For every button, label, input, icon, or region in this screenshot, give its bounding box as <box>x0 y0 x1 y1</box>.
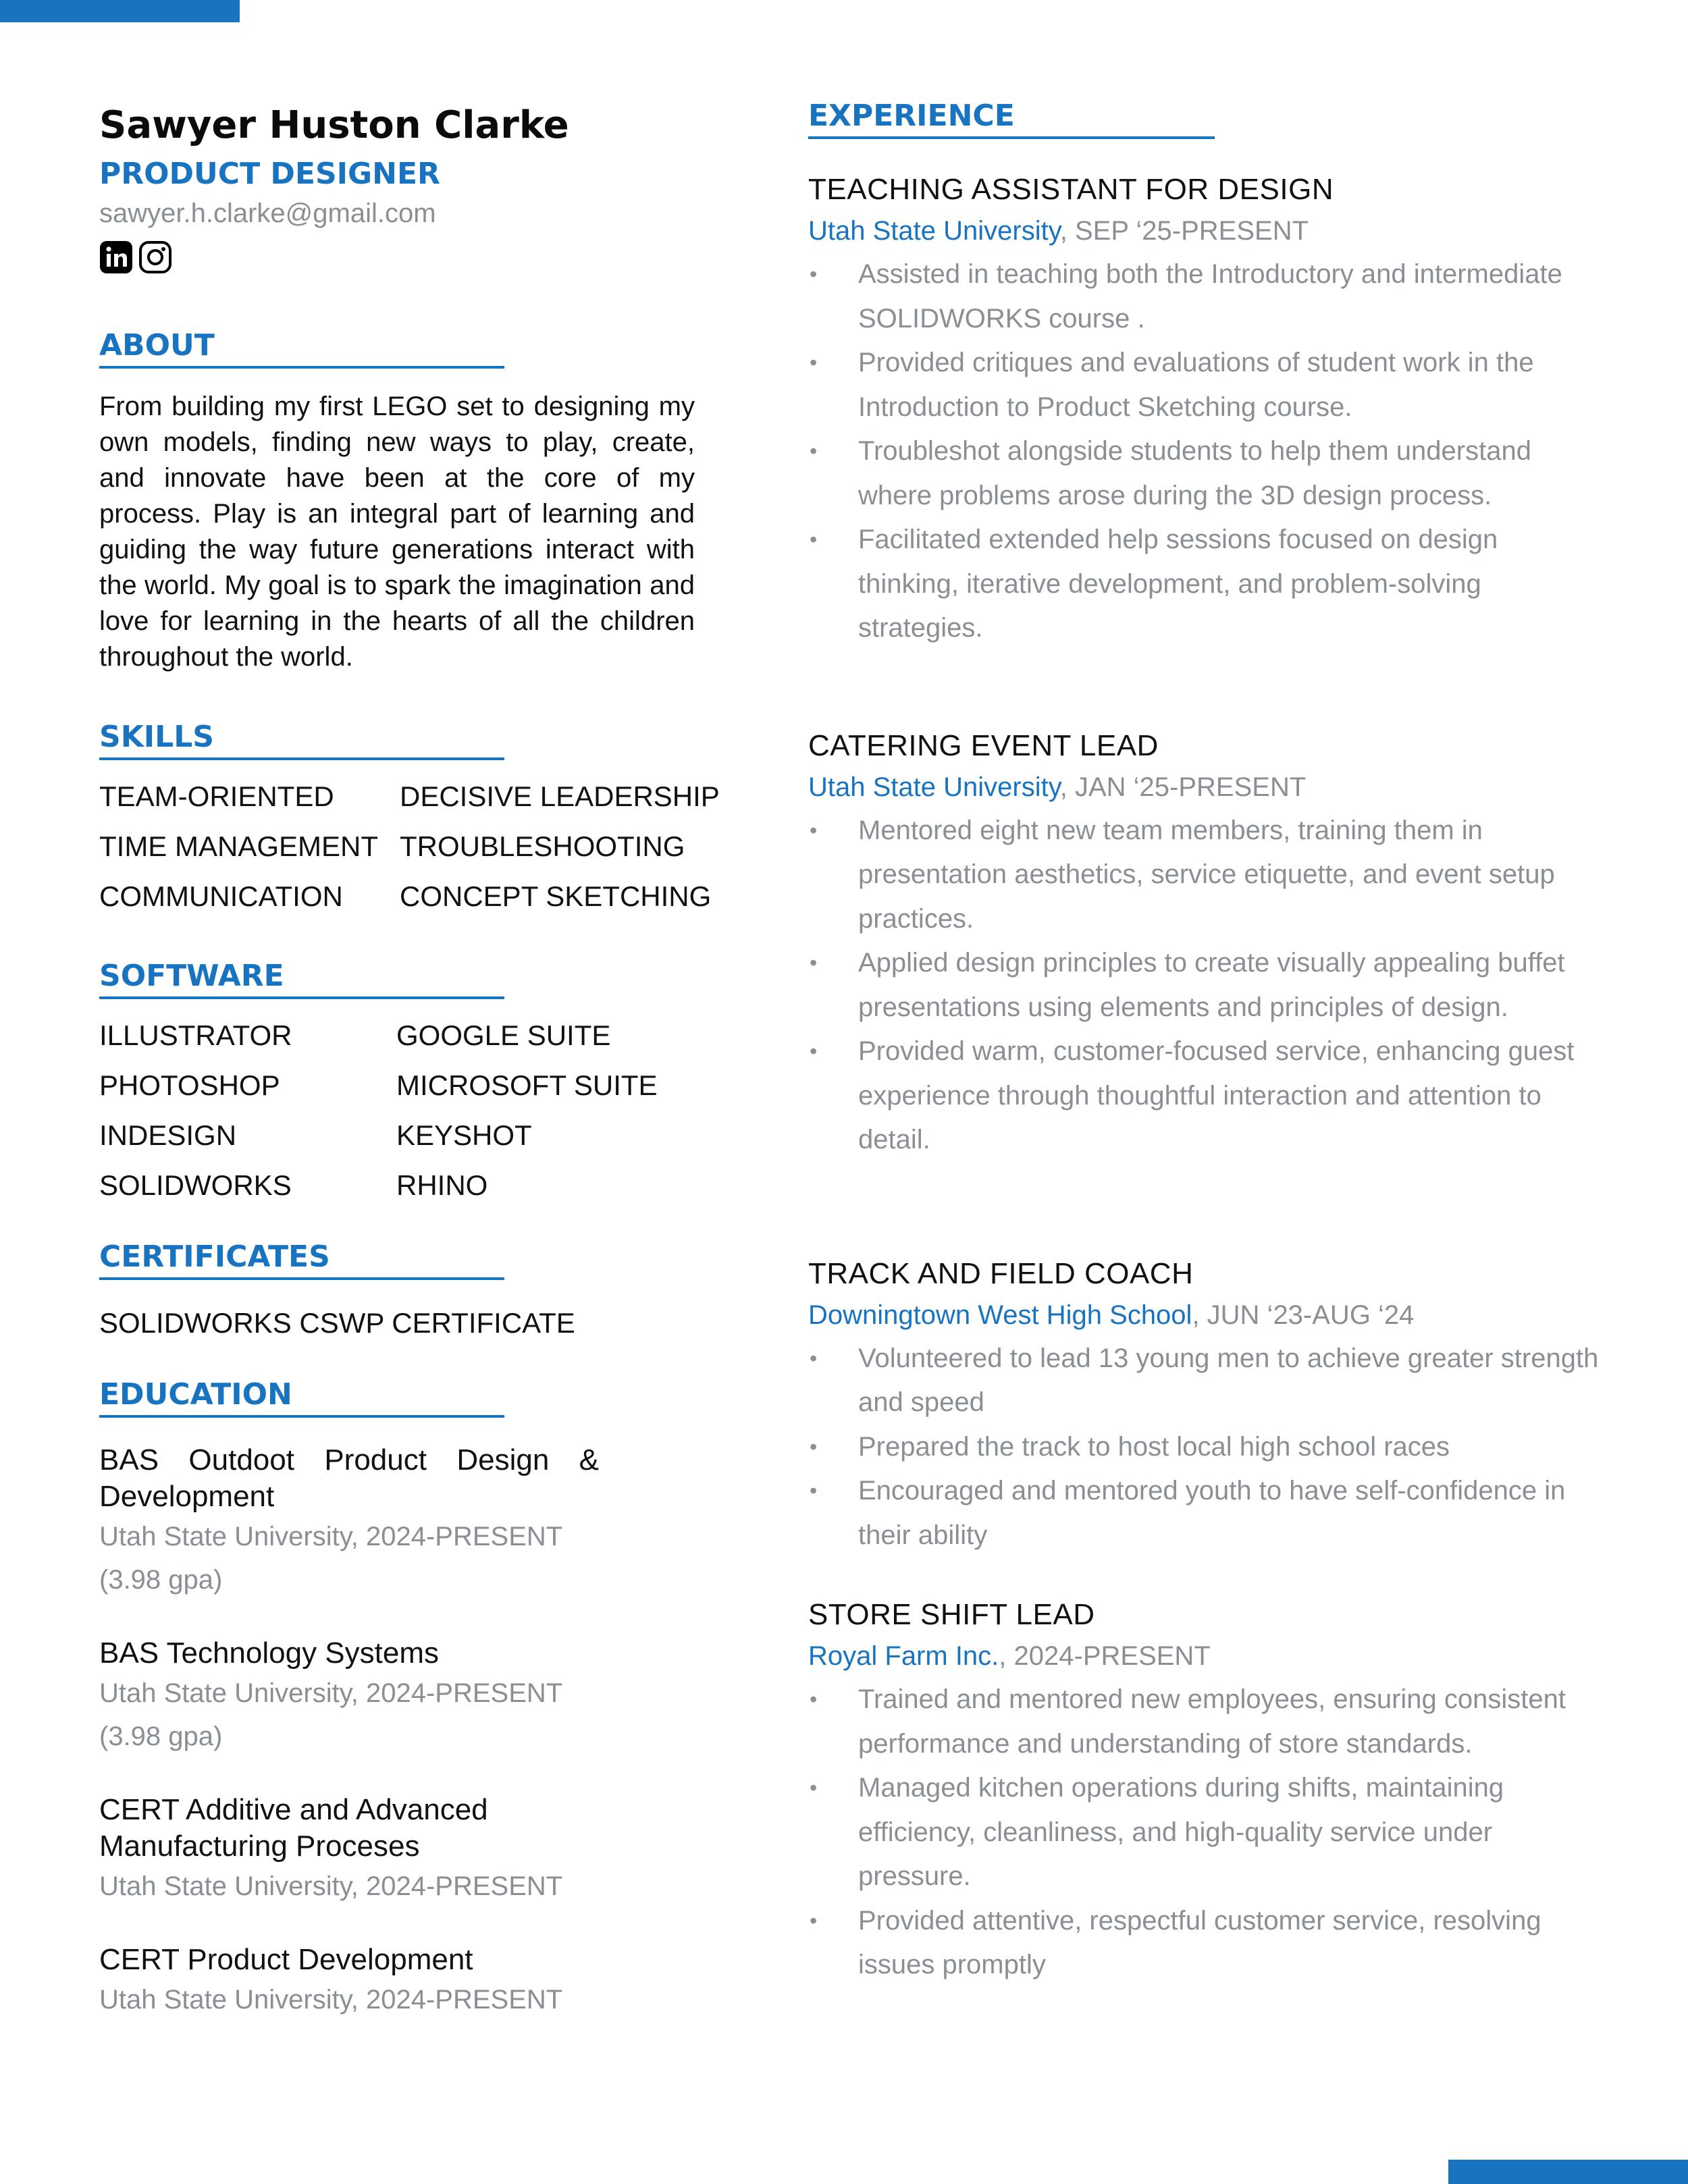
job-entry <box>808 170 1605 651</box>
job-title: CATERING EVENT LEAD <box>808 728 1159 762</box>
job-role: PRODUCT DESIGNER <box>99 157 440 191</box>
software-item: SOLIDWORKS <box>99 1169 292 1201</box>
bullet-item: • Managed kitchen operations during shifts, maintaining efficiency, cleanliness, and high-quality service under pressure. <box>808 1766 1605 1899</box>
employer-link[interactable]: Utah State University <box>808 216 1060 246</box>
top-accent-bar <box>0 0 240 22</box>
employer-link[interactable]: Royal Farm Inc. <box>808 1641 999 1671</box>
skill-item: TEAM-ORIENTED <box>99 780 334 812</box>
employer-link[interactable]: Downingtown West High School <box>808 1300 1192 1330</box>
instagram-icon[interactable] <box>138 240 172 274</box>
software-heading: SOFTWARE <box>99 961 504 999</box>
bullet-item: • Facilitated extended help sessions focused on design thinking, iterative development, and problem-solving strategies. <box>808 518 1605 651</box>
job-dates: , 2024-PRESENT <box>999 1641 1211 1671</box>
job-bullets <box>808 252 1605 651</box>
software-item: PHOTOSHOP <box>99 1069 280 1101</box>
degree-title: BAS Outdoot Product Design & Development <box>99 1443 599 1513</box>
software-item: KEYSHOT <box>396 1119 532 1151</box>
skill-item: CONCEPT SKETCHING <box>400 880 712 912</box>
bottom-accent-bar <box>1448 2160 1688 2184</box>
gpa: (3.98 gpa) <box>99 1565 223 1595</box>
job-bullets <box>808 809 1605 1163</box>
degree-title: BAS Technology Systems <box>99 1636 439 1670</box>
job-entry <box>808 1254 1605 1558</box>
certificates-section <box>99 1242 720 1341</box>
left-column <box>99 101 720 2021</box>
school-line: Utah State University, 2024-PRESENT <box>99 1871 563 1901</box>
job-meta <box>808 1634 1605 1678</box>
education-item <box>99 1942 720 2021</box>
experience-heading: EXPERIENCE <box>808 101 1215 139</box>
skill-item: DECISIVE LEADERSHIP <box>400 780 720 812</box>
software-grid <box>99 1018 720 1203</box>
bullet-item: • Provided warm, customer-focused service, enhancing guest experience through thoughtful interaction and attention to detail. <box>808 1030 1605 1163</box>
skill-item: TIME MANAGEMENT <box>99 830 379 862</box>
degree-title: CERT Product Development <box>99 1943 473 1976</box>
bullet-item: • Provided attentive, respectful customer service, resolving issues promptly <box>808 1899 1605 1988</box>
job-entry <box>808 1595 1605 1988</box>
skill-item: TROUBLESHOOTING <box>400 830 685 862</box>
school-line: Utah State University, 2024-PRESENT <box>99 1522 563 1551</box>
job-title: TRACK AND FIELD COACH <box>808 1256 1194 1290</box>
skills-grid <box>99 779 720 914</box>
certificate-item: SOLIDWORKS CSWP CERTIFICATE <box>99 1307 575 1339</box>
email-link[interactable]: sawyer.h.clarke@gmail.com <box>99 198 436 228</box>
bullet-item: • Trained and mentored new employees, ensuring consistent performance and understanding of store standards. <box>808 1678 1605 1766</box>
candidate-name: Sawyer Huston Clarke <box>99 103 569 147</box>
bullet-item: • Encouraged and mentored youth to have self-confidence in their ability <box>808 1469 1605 1557</box>
job-entry <box>808 726 1605 1163</box>
school-line: Utah State University, 2024-PRESENT <box>99 1678 563 1708</box>
education-item <box>99 1635 720 1758</box>
job-bullets <box>808 1337 1605 1558</box>
bullet-item: • Provided critiques and evaluations of student work in the Introduction to Product Sketching course. <box>808 341 1605 429</box>
linkedin-icon[interactable] <box>99 240 133 274</box>
software-item: INDESIGN <box>99 1119 237 1151</box>
job-dates: , JUN ‘23-AUG ‘24 <box>1192 1300 1415 1330</box>
job-title: STORE SHIFT LEAD <box>808 1598 1095 1631</box>
job-meta <box>808 766 1605 809</box>
job-title: TEACHING ASSISTANT FOR DESIGN <box>808 173 1334 206</box>
job-bullets <box>808 1678 1605 1988</box>
education-heading: EDUCATION <box>99 1380 504 1418</box>
right-column <box>808 101 1605 1988</box>
job-dates: , SEP ‘25-PRESENT <box>1059 216 1309 246</box>
education-item <box>99 1792 720 1908</box>
skills-heading: SKILLS <box>99 722 504 760</box>
bullet-item: • Mentored eight new team members, training them in presentation aesthetics, service etiquette, and event setup practices. <box>808 809 1605 942</box>
about-section <box>99 328 720 675</box>
employer-link[interactable]: Utah State University <box>808 772 1060 802</box>
about-heading: ABOUT <box>99 331 504 369</box>
job-dates: , JAN ‘25-PRESENT <box>1059 772 1307 802</box>
job-meta <box>808 209 1605 252</box>
bullet-item: • Applied design principles to create visually appealing buffet presentations using elements and principles of design. <box>808 941 1605 1030</box>
school-line: Utah State University, 2024-PRESENT <box>99 1985 563 2015</box>
certificates-heading: CERTIFICATES <box>99 1242 504 1280</box>
software-item: RHINO <box>396 1169 488 1201</box>
bullet-item: • Troubleshot alongside students to help them understand where problems arose during the 3D design process. <box>808 429 1605 518</box>
software-section <box>99 961 720 1203</box>
bullet-item: • Prepared the track to host local high school races <box>808 1425 1605 1470</box>
gpa: (3.98 gpa) <box>99 1722 223 1751</box>
job-meta <box>808 1294 1605 1337</box>
about-text: From building my first LEGO set to designing my own models, finding new ways to play, create, and innovate have been at the core of my process. Play is an integral part of learning and guiding the way future generations interact with the world. My goal is to spark the imagination and love for learning in the hearts of all the children throughout the world. <box>99 392 695 672</box>
skills-section <box>99 722 720 914</box>
bullet-item: • Volunteered to lead 13 young men to achieve greater strength and speed <box>808 1337 1605 1425</box>
education-section <box>99 1377 720 2021</box>
software-item: ILLUSTRATOR <box>99 1019 292 1051</box>
software-item: GOOGLE SUITE <box>396 1019 611 1051</box>
bullet-item: • Assisted in teaching both the Introductory and intermediate SOLIDWORKS course . <box>808 252 1605 341</box>
skill-item: COMMUNICATION <box>99 880 343 912</box>
social-icons <box>99 240 720 274</box>
software-item: MICROSOFT SUITE <box>396 1069 658 1101</box>
education-item <box>99 1442 720 1601</box>
degree-title: CERT Additive and Advanced Manufacturing Proceses <box>99 1793 488 1863</box>
